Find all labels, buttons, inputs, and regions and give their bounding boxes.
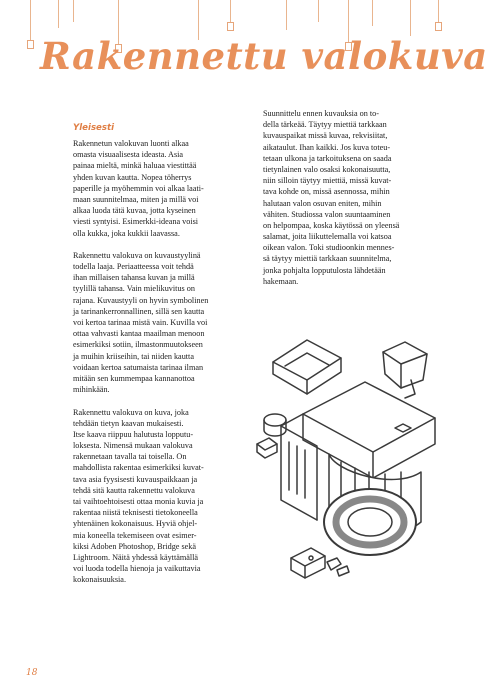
text-line: mia koneella tekemiseen ovat esimer- — [73, 530, 197, 540]
text-line: tai vaihtoehtoisesti ottaa monia kuvia ja — [73, 497, 204, 506]
text-line: oikean valon. Toki studioonkin mennes- — [263, 243, 395, 253]
text-line: vähiten. Studiossa valon suuntaaminen — [263, 209, 391, 219]
text-line: painaa mieltä, minkä haluaa viestittää — [73, 161, 197, 171]
text-line: mihinkään. — [73, 385, 110, 395]
text-line: Rakennettu valokuva on kuva, joka — [73, 407, 189, 417]
section-subheading: Yleisesti — [73, 123, 115, 133]
text-line: omasta visuaalisesta ideasta. Asia — [73, 150, 184, 160]
text-line: voidaan kertoa satumaista tarinaa ilman — [73, 362, 204, 372]
text-line: kuvauspaikat missä kuvaa, rekvisiitat, — [263, 131, 388, 141]
text-line: tehdään tietyn kaavan mukaisesti. — [73, 418, 184, 428]
text-line: voi luoda todella hienoja ja vaikuttavia — [73, 564, 201, 574]
hanging-string-decoration — [372, 0, 373, 26]
text-line: Suunnittelu ennen kuvauksia on to- — [263, 109, 379, 118]
hanging-string-decoration — [410, 0, 411, 36]
text-line: todella laaja. Periaatteessa voit tehdä — [73, 262, 194, 272]
text-line: ihan millaisen tahansa kuvan ja millä — [73, 273, 195, 283]
right-text-column — [263, 108, 445, 287]
text-line: olla kukka, joka kukkii laavassa. — [73, 228, 180, 238]
text-line: loksesta. Nimensä mukaan valokuva — [73, 441, 193, 451]
text-line: hakemaan. — [263, 276, 299, 286]
text-line: salamat, joita liikuttelemalla voi katsoa — [263, 232, 392, 242]
hanging-string-decoration — [230, 0, 231, 24]
text-line: halutaan valon osuvan eniten, mihin — [263, 198, 382, 208]
text-line: esimerkiksi sotiin, ilmastonmuutokseen — [73, 340, 203, 350]
hanging-string-decoration — [30, 0, 31, 42]
text-line: Rakennettu valokuva on kuvaustyylinä — [73, 250, 201, 260]
hanging-string-decoration — [58, 0, 59, 28]
hanging-tag-decoration — [227, 22, 234, 31]
text-line: ja tarinankerronnallinen, sillä sen kautta — [73, 306, 205, 316]
text-line: alkaa luoda tätä kuvaa, jotta kyseinen — [73, 206, 196, 216]
text-line: mitään sen kummempaa kannanottoa — [73, 373, 195, 383]
hanging-tag-decoration — [435, 22, 442, 31]
text-line: Lightroom. Näitä yhdessä käyttämällä — [73, 552, 199, 562]
text-line: mahdollista rakentaa esimerkiksi kuvat- — [73, 463, 204, 473]
text-line: Itse kaava riippuu halutusta lopputu- — [73, 429, 194, 439]
text-line: aikataulut. Ihan kaikki. Jos kuva toteu- — [263, 142, 391, 152]
hanging-string-decoration — [73, 0, 74, 22]
hanging-tag-decoration — [27, 40, 34, 49]
text-line: voi kertoa tarinaa mistä vain. Kuvilla voi — [73, 318, 208, 327]
text-line: on helpompaa, koska käytössä on yleensä — [263, 220, 400, 230]
text-line: della tärkeää. Täytyy miettiä tarkkaan — [263, 120, 387, 130]
text-line: yhden kuvan kautta. Nopea töherrys — [73, 172, 192, 182]
text-line: kokonaisuuksia. — [73, 575, 126, 585]
paragraph-gap — [73, 239, 255, 250]
text-line: tava kohde on, missä asennossa, mihin — [263, 187, 390, 197]
text-line: tietynlainen valo osaksi kokonaisuutta, — [263, 164, 391, 174]
page-title: Rakennettu valokuva — [40, 34, 488, 78]
text-line: maan suunnitelmaa, miten ja millä voi — [73, 194, 199, 204]
text-line: rakennetaan tavalla tai toisella. On — [73, 452, 187, 462]
hanging-string-decoration — [286, 0, 287, 30]
text-line: Rakennetun valokuvan luonti alkaa — [73, 139, 189, 148]
text-line: rajana. Kuvaustyyli on hyvin symbolinen — [73, 295, 209, 305]
text-line: tehdä sitä kautta rakennettu valokuva — [73, 485, 195, 495]
text-line: ja muihin kriiseihin, tai niiden kautta — [73, 351, 194, 361]
text-line: sä täytyy miettiä tarkkaan suunnitelma, — [263, 254, 392, 264]
left-text-column — [73, 138, 255, 586]
text-line: yhtenäinen kokonaisuus. Hyviä ohjel- — [73, 519, 198, 529]
text-line: ottaa vahvasti kantaa maailman menoon — [73, 329, 205, 339]
text-line: tyylillä tahansa. Vain mielikuvitus on — [73, 284, 195, 294]
hanging-string-decoration — [438, 0, 439, 24]
text-line: jonka pohjalta lopputulosta lähdetään — [263, 265, 386, 275]
text-line: kiksi Adoben Photoshop, Bridge sekä — [73, 541, 197, 551]
text-line: niin silloin täytyy miettiä, missä kuvat- — [263, 176, 392, 186]
text-line: viesti syntyisi. Esimerkki-ideana voisi — [73, 217, 199, 227]
text-line: tava asia fyysisesti kuvauspaikkaan ja — [73, 474, 198, 484]
paragraph-gap — [73, 395, 255, 406]
page-number: 18 — [26, 668, 38, 678]
exploded-camera-illustration — [245, 322, 475, 612]
text-line: rakentaa niistä teknisesti tietokoneella — [73, 508, 198, 518]
hanging-string-decoration — [318, 0, 319, 22]
text-line: paperille ja myöhemmin voi alkaa laati- — [73, 183, 204, 193]
text-line: tetaan ulkona ja tarkoituksena on saada — [263, 153, 392, 163]
